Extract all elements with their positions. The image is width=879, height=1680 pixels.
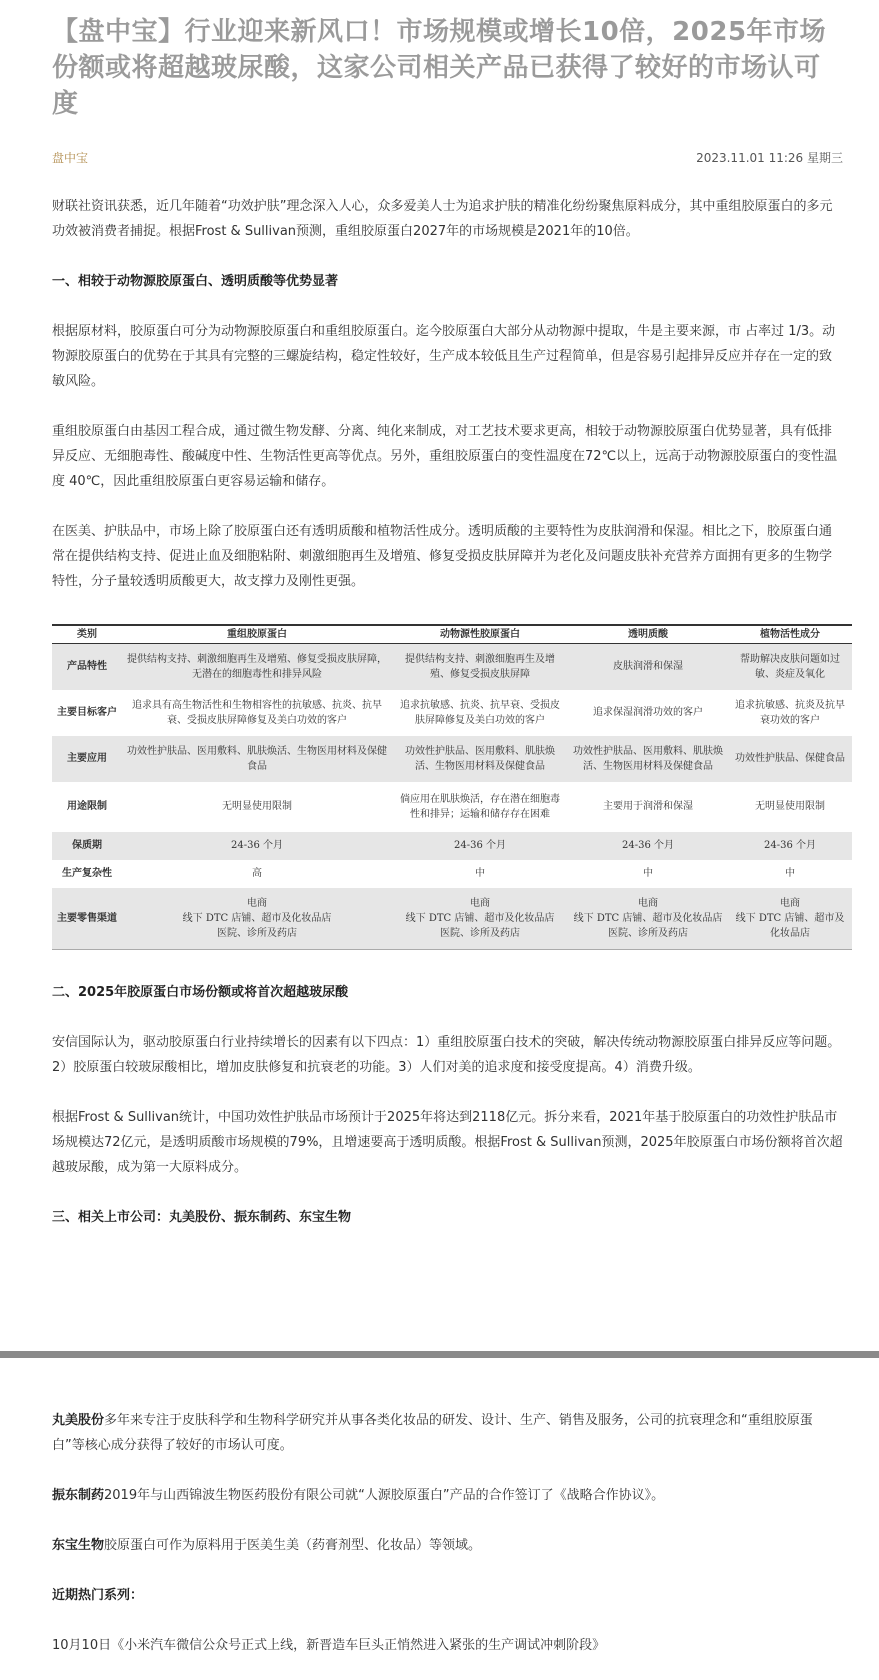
table-row: [52, 644, 852, 690]
row-label: 用途限制: [67, 801, 107, 812]
company-name[interactable]: 丸美股份: [52, 1413, 105, 1428]
table-cell: 无明显使用限制: [755, 801, 825, 812]
row-label: 产品特性: [52, 644, 122, 690]
company-name[interactable]: 振东制药: [52, 1488, 105, 1503]
table-cell: 追求抗敏感、抗炎及抗早衰功效的客户: [735, 699, 845, 726]
article-meta: [52, 146, 843, 168]
section1-paragraph-1: 根据原材料，胶原蛋白可分为动物源胶原蛋白和重组胶原蛋白。迄今胶原蛋白大部分从动物源中提取，牛是主要来源，市 占率过 1/3。动物源胶原蛋白的优势在于其具有完整的三螺旋结构，稳定性较好，生产成本较低且生产过程简单，但是容易引起排异反应并存在一定的致敏风险。: [52, 324, 836, 389]
table-cell: 无明显使用限制: [222, 801, 292, 812]
source-link[interactable]: 盘中宝: [52, 150, 89, 165]
table-cell: 中: [643, 868, 653, 879]
table-row: [52, 690, 852, 736]
table-cell: 提供结构支持、刺激细胞再生及增殖、修复受损皮肤屏障，无潜在的细胞毒性和排异风险: [122, 644, 392, 690]
table-cell: 中: [475, 868, 485, 879]
table-cell: 功效性护肤品、医用敷料、肌肤焕活、生物医用材料及保健食品: [122, 736, 392, 782]
company-description: 多年来专注于皮肤科学和生物科学研究并从事各类化妆品的研发、设计、生产、销售及服务，公司的抗衰理念和“重组胶原蛋白”等核心成分获得了较好的市场认可度。: [52, 1413, 813, 1453]
table-row: [52, 888, 852, 950]
row-label: 主要目标客户: [57, 707, 117, 718]
table-header: 动物源性胶原蛋白: [392, 625, 568, 644]
company-description: 2019年与山西锦波生物医药股份有限公司就“人源胶原蛋白”产品的合作签订了《战略合作协议》。: [104, 1488, 665, 1503]
table-cell: 功效性护肤品、医用敷料、肌肤焕活、生物医用材料及保健食品: [568, 736, 728, 782]
table-cell: 电商 线下 DTC 店铺、超市及化妆品店: [728, 888, 852, 950]
table-cell: 主要用于润滑和保湿: [603, 801, 693, 812]
company-paragraph: [52, 1483, 842, 1508]
table-row: [52, 782, 852, 832]
section1-paragraph-3: 在医美、护肤品中，市场上除了胶原蛋白还有透明质酸和植物活性成分。透明质酸的主要特性为皮肤润滑和保湿。相比之下，胶原蛋白通常在提供结构支持、促进止血及细胞粘附、刺激细胞再生及增殖、修复受损皮肤屏障并为老化及问题皮肤补充营养方面拥有更多的生物学特性，分子量较透明质酸更大，故支撑力及刚性更强。: [52, 524, 833, 589]
table-cell: 高: [252, 868, 262, 879]
table-cell: 24-36 个月: [122, 832, 392, 860]
comparison-table: [52, 624, 852, 950]
table-cell: 24-36 个月: [728, 832, 852, 860]
row-label: 主要应用: [52, 736, 122, 782]
table-cell: 电商 线下 DTC 店铺、超市及化妆品店 医院、诊所及药店: [568, 888, 728, 950]
section3-heading: 三、相关上市公司：丸美股份、振东制药、东宝生物: [52, 1210, 352, 1225]
company-name[interactable]: 东宝生物: [52, 1538, 105, 1553]
row-label: 主要零售渠道: [52, 888, 122, 950]
table-row: [52, 860, 852, 888]
section1-heading: 一、相较于动物源胶原蛋白、透明质酸等优势显著: [52, 274, 339, 289]
intro-paragraph: 财联社资讯获悉，近几年随着“功效护肤”理念深入人心，众多爱美人士为追求护肤的精准化纷纷聚焦原料成分，其中重组胶原蛋白的多元功效被消费者捕捉。根据Frost & Sullivan预测，重组胶原蛋白2027年的市场规模是2021年的10倍。: [52, 199, 833, 239]
row-label: 生产复杂性: [62, 868, 112, 879]
table-cell: 电商 线下 DTC 店铺、超市及化妆品店 医院、诊所及药店: [392, 888, 568, 950]
table-header: 透明质酸: [568, 625, 728, 644]
section2-paragraph-2: 根据Frost & Sullivan统计，中国功效性护肤品市场预计于2025年将达到2118亿元。拆分来看，2021年基于胶原蛋白的功效性护肤品市场规模达72亿元，是透明质酸市场规模的79%，且增速要高于透明质酸。根据Frost & Sullivan预测，2025年胶原蛋白市场份额将首次超越玻尿酸，成为第一大原料成分。: [52, 1110, 843, 1175]
table-cell: 功效性护肤品、保健食品: [728, 736, 852, 782]
section2-heading: 二、2025年胶原蛋白市场份额或将首次超越玻尿酸: [52, 985, 349, 1000]
table-header: 类别: [52, 625, 122, 644]
table-cell: 电商 线下 DTC 店铺、超市及化妆品店 医院、诊所及药店: [122, 888, 392, 950]
table-cell: 中: [785, 868, 795, 879]
table-header-row: [52, 625, 852, 644]
table-cell: 追求保湿润滑功效的客户: [593, 707, 703, 718]
publish-date: 2023.11.01 11:26 星期三: [696, 150, 843, 165]
table-header: 重组胶原蛋白: [122, 625, 392, 644]
table-cell: 倘应用在肌肤焕活，存在潜在细胞毒性和排异；运输和储存存在困难: [400, 793, 560, 820]
section2-paragraph-1: 安信国际认为，驱动胶原蛋白行业持续增长的因素有以下四点：1）重组胶原蛋白技术的突破，解决传统动物源胶原蛋白排异反应等问题。2）胶原蛋白较玻尿酸相比，增加皮肤修复和抗衰老的功能。3）人们对美的追求度和接受度提高。4）消费升级。: [52, 1035, 841, 1075]
table-cell: 追求具有高生物活性和生物相容性的抗敏感、抗炎、抗早衰、受损皮肤屏障修复及美白功效的客户: [132, 699, 382, 726]
table-cell: 皮肤润滑和保湿: [568, 644, 728, 690]
table-cell: 24-36 个月: [392, 832, 568, 860]
table-cell: 24-36 个月: [568, 832, 728, 860]
company-paragraph: [52, 1533, 842, 1558]
company-description: 胶原蛋白可作为原料用于医美生美（药膏剂型、化妆品）等领域。: [104, 1538, 482, 1553]
table-header: 植物活性成分: [728, 625, 852, 644]
row-label: 保质期: [52, 832, 122, 860]
company-section: [52, 1408, 842, 1658]
recent-series-heading: 近期热门系列：: [52, 1588, 144, 1603]
table-cell: 功效性护肤品、医用敷料、肌肤焕活、生物医用材料及保健食品: [392, 736, 568, 782]
section-divider: [0, 1351, 879, 1358]
table-cell: 追求抗敏感、抗炎、抗早衰、受损皮肤屏障修复及美白功效的客户: [400, 699, 560, 726]
section1-paragraph-2: 重组胶原蛋白由基因工程合成，通过微生物发酵、分离、纯化来制成，对工艺技术要求更高，相较于动物源胶原蛋白优势显著，具有低排异反应、无细胞毒性、酸碱度中性、生物活性更高等优点。另外，重组胶原蛋白的变性温度在72℃以上，远高于动物源胶原蛋白的变性温度 40℃，因此重组胶原蛋白更容易运输和储存。: [52, 424, 838, 489]
article-title: 【盘中宝】行业迎来新风口！市场规模或增长10倍，2025年市场份额或将超越玻尿酸，这家公司相关产品已获得了较好的市场认可度: [52, 17, 827, 119]
table-row: [52, 832, 852, 860]
table-row: [52, 736, 852, 782]
company-paragraph: [52, 1408, 842, 1458]
table-cell: 帮助解决皮肤问题如过敏、炎症及氧化: [728, 644, 852, 690]
table-cell: 提供结构支持、刺激细胞再生及增殖、修复受损皮肤屏障: [392, 644, 568, 690]
recent-series-link[interactable]: 10月10日《小米汽车微信公众号正式上线，新晋造车巨头正悄然进入紧张的生产调试冲刺阶段》: [52, 1638, 606, 1653]
